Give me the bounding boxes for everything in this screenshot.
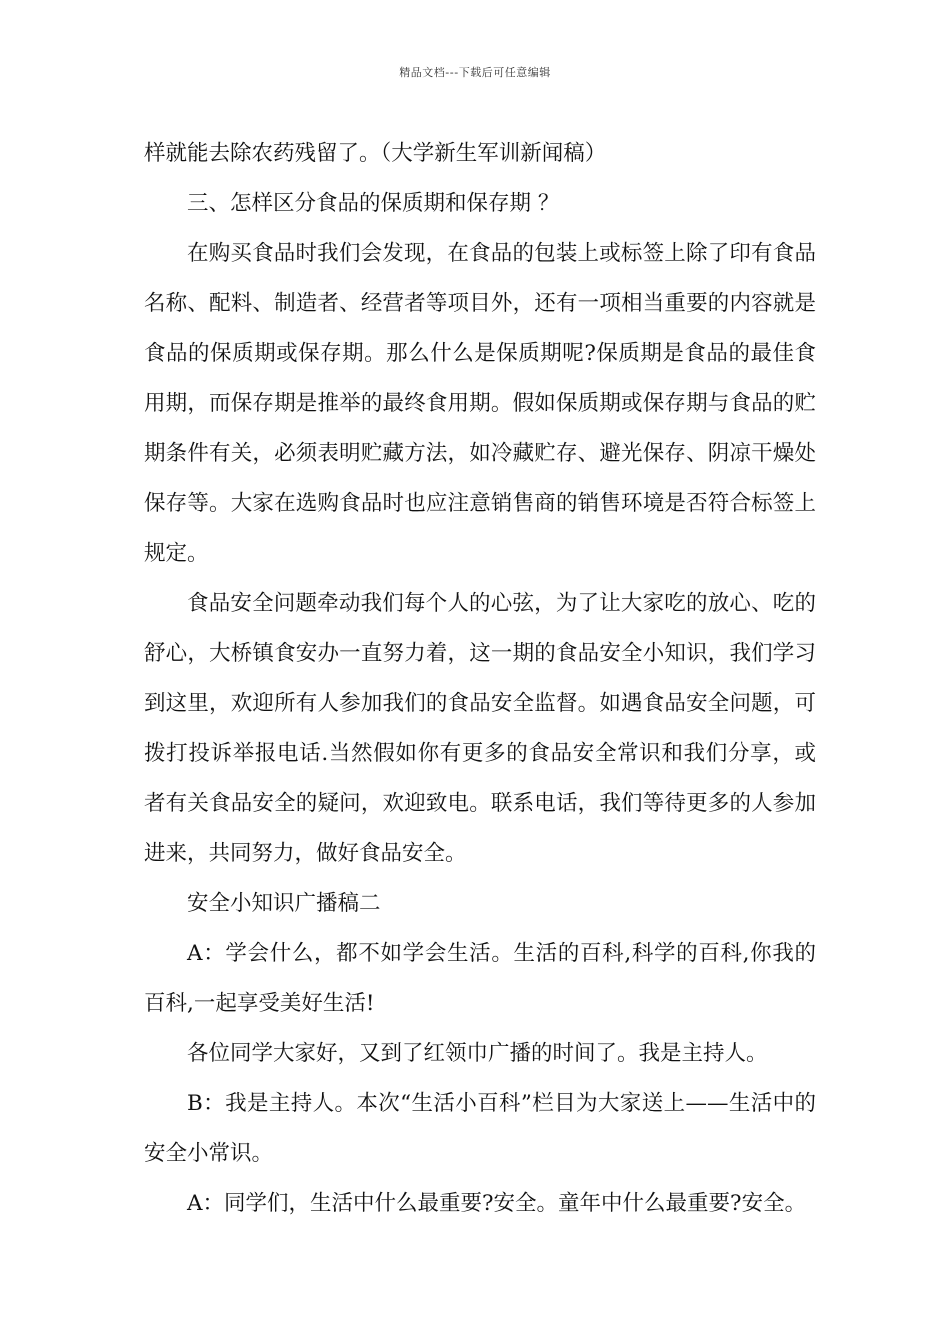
paragraph-shelf-life: 在购买食品时我们会发现，在食品的包装上或标签上除了印有食品名称、配料、制造者、经营者等项目外，还有一项相当重要的内容就是食品的保质期或保存期。那么什么是保质期呢?保质期是食品的最佳食用期，而保存期是推举的最终食用期。假如保质期或保存期与食品的贮期条件有关，必须表明贮藏方法，如冷藏贮存、避光保存、阴凉干燥处保存等。大家在选购食品时也应注意销售商的销售环境是否符合标签上规定。 [144,241,816,566]
dialogue-line-b-1: B：我是主持人。本次“生活小百科”栏目为大家送上——生活中的安全小常识。 [144,1091,816,1166]
section-heading-broadcast-two: 安全小知识广播稿二 [187,891,381,916]
dialogue-line-a-1: A：学会什么，都不如学会生活。生活的百科,科学的百科,你我的百科,一起享受美好生活! [144,941,816,1016]
paragraph-food-safety: 食品安全问题牵动我们每个人的心弦，为了让大家吃的放心、吃的舒心，大桥镇食安办一直努力着，这一期的食品安全小知识，我们学习到这里，欢迎所有人参加我们的食品安全监督。如遇食品安全问题，可拨打投诉举报电话.当然假如你有更多的食品安全常识和我们分享，或者有关食品安全的疑问，欢迎致电。联系电话，我们等待更多的人参加进来，共同努力，做好食品安全。 [144,591,816,866]
paragraph-continuation: 样就能去除农药残留了。（大学新生军训新闻稿） [144,141,607,166]
section-heading-shelf-life: 三、怎样区分食品的保质期和保存期 ？ [187,191,560,216]
document-body [144,129,816,1229]
page-header: 精品文档---下载后可任意编辑 [399,66,551,79]
dialogue-line-a-2: A：同学们，生活中什么最重要?安全。童年中什么最重要?安全。 [187,1191,807,1216]
dialogue-line-greeting: 各位同学大家好，又到了红领巾广播的时间了。我是主持人。 [187,1041,768,1066]
